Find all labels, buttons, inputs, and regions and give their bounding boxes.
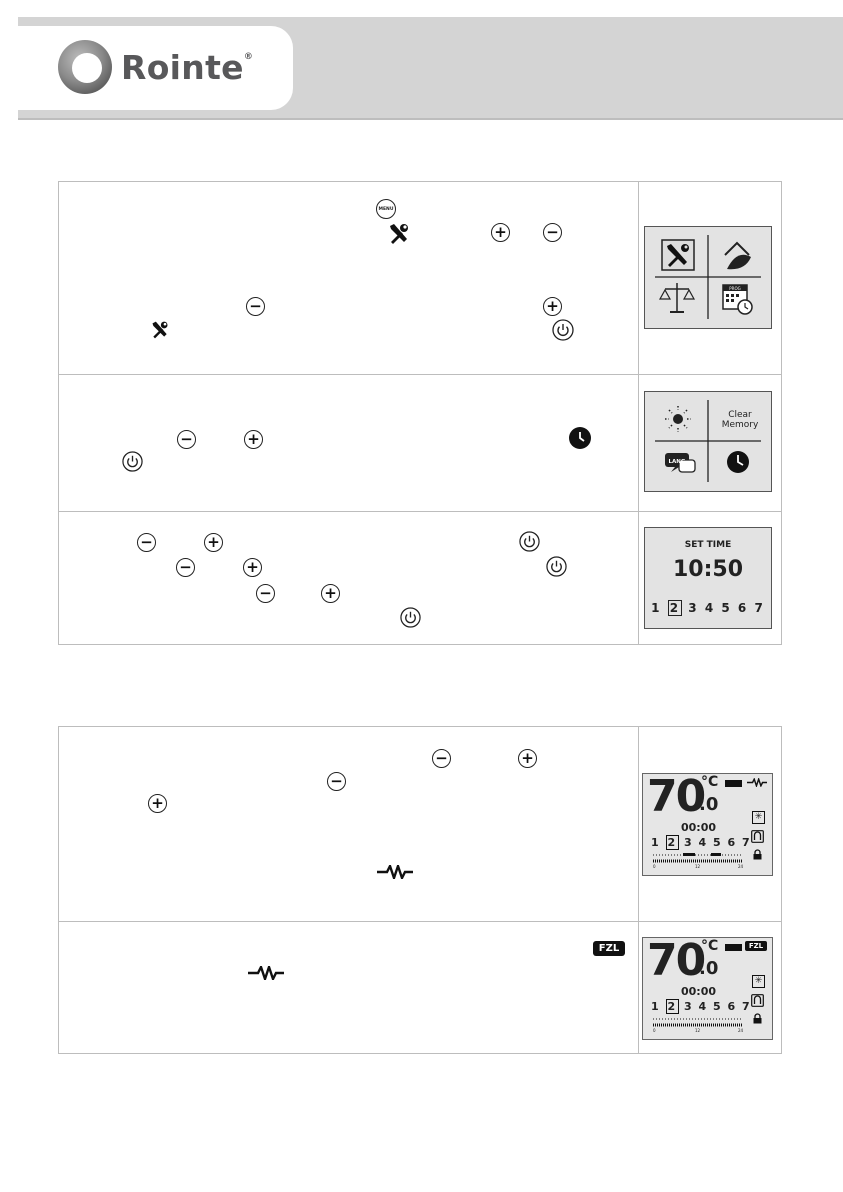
lcd-weekday-row: 1 2 3 4 5 6 7 <box>651 836 752 849</box>
settings-menu-screen <box>644 391 772 492</box>
brand-logo-text: Rointe® <box>121 48 254 87</box>
power-button-icon <box>122 451 143 472</box>
minus-button-icon: − <box>327 772 346 791</box>
step-row-set-time <box>59 512 781 644</box>
plus-button-icon: + <box>491 223 510 242</box>
power-level-bar <box>725 780 742 787</box>
snowflake-icon: ✳ <box>752 811 765 824</box>
schedule-scale-start: 0 <box>653 1028 656 1033</box>
set-time-value: 10:50 <box>672 557 744 582</box>
heating-element-icon <box>747 778 767 787</box>
step-row-heating-mode <box>59 727 781 922</box>
rointe-logo-icon <box>57 39 113 95</box>
power-button-icon <box>400 607 421 628</box>
schedule-scale-mid: 12 <box>695 1028 701 1033</box>
lock-icon <box>752 1013 763 1024</box>
main-menu-screen <box>644 226 772 329</box>
lcd-weekday-row: 1 2 3 4 5 6 7 <box>651 1000 752 1013</box>
svg-text:LANG: LANG <box>668 459 686 465</box>
lcd-screen-fzl <box>642 937 773 1040</box>
clear-memory-label: Clear Memory <box>721 410 759 430</box>
plus-button-icon: + <box>518 749 537 768</box>
temperature-unit: °C <box>701 938 719 954</box>
temperature-big: 70 <box>647 935 705 986</box>
lock-icon-shape <box>752 849 763 860</box>
set-time-title: SET TIME <box>684 540 732 550</box>
selected-day: 2 <box>669 601 681 615</box>
lcd-time: 00:00 <box>681 821 717 834</box>
program-icon <box>751 830 764 843</box>
heating-element-icon <box>248 966 284 980</box>
minus-button-icon: − <box>246 297 265 316</box>
menu-button-icon: MENU <box>376 199 396 219</box>
step-row-clock-menu <box>59 375 781 512</box>
power-button-icon <box>552 319 574 341</box>
minus-button-icon: − <box>432 749 451 768</box>
fzl-badge-icon: FZL <box>593 941 625 956</box>
minus-button-icon: − <box>177 430 196 449</box>
heating-element-icon <box>377 865 413 879</box>
minus-button-icon: − <box>256 584 275 603</box>
step-row-fzl-mode <box>59 922 781 1053</box>
clock-icon <box>568 426 592 450</box>
plus-button-icon: + <box>148 794 167 813</box>
plus-button-icon: + <box>321 584 340 603</box>
schedule-scale-end: 24 <box>738 1028 744 1033</box>
mode-steps-table <box>58 726 782 1054</box>
plus-button-icon: + <box>243 558 262 577</box>
power-level-bar <box>725 944 742 951</box>
plus-button-icon: + <box>543 297 562 316</box>
power-button-icon <box>519 531 540 552</box>
lcd-screen-normal <box>642 773 773 876</box>
tools-icon <box>150 320 170 340</box>
header-divider <box>18 118 843 120</box>
temperature-decimal: .0 <box>699 794 719 815</box>
temperature-unit: °C <box>701 774 719 790</box>
set-time-screen <box>644 527 772 629</box>
settings-steps-table <box>58 181 782 645</box>
weekday-row: 1 2 3 4 5 6 7 <box>651 601 765 615</box>
temperature-decimal: .0 <box>699 958 719 979</box>
minus-button-icon: − <box>176 558 195 577</box>
schedule-scale-mid: 12 <box>695 864 701 869</box>
lcd-time: 00:00 <box>681 985 717 998</box>
fzl-mode-badge: FZL <box>745 941 767 951</box>
program-icon <box>751 994 764 1007</box>
schedule-scale-start: 0 <box>653 864 656 869</box>
tools-icon <box>387 222 411 246</box>
power-button-icon <box>546 556 567 577</box>
snowflake-icon: ✳ <box>752 975 765 988</box>
svg-text:PROG: PROG <box>729 286 741 291</box>
temperature-big: 70 <box>647 771 705 822</box>
step-row-enter-settings <box>59 182 781 375</box>
minus-button-icon: − <box>137 533 156 552</box>
minus-button-icon: − <box>543 223 562 242</box>
plus-button-icon: + <box>244 430 263 449</box>
schedule-scale-end: 24 <box>738 864 744 869</box>
plus-button-icon: + <box>204 533 223 552</box>
